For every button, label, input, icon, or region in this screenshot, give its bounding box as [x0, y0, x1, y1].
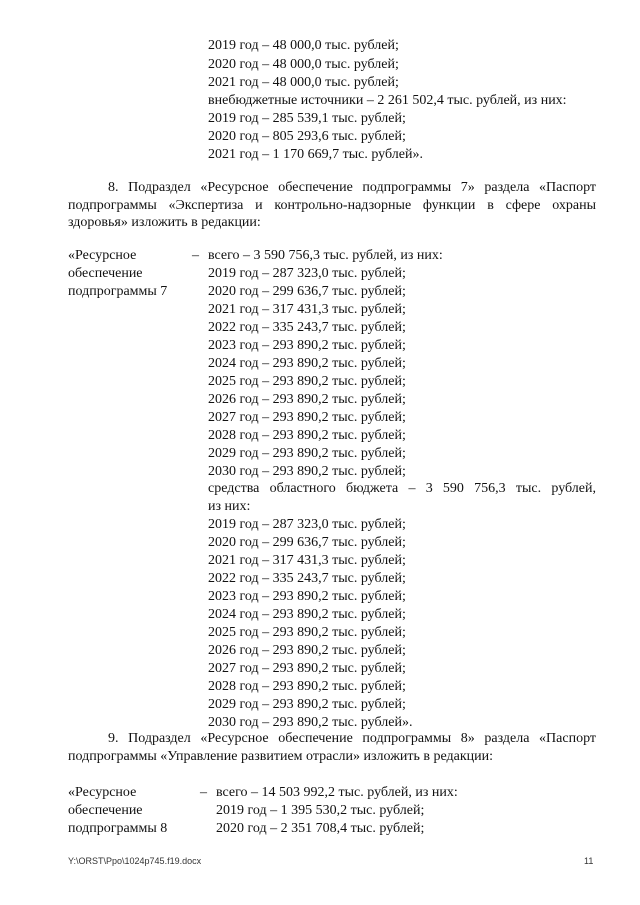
list-item: 2019 год – 285 539,1 тыс. рублей;	[208, 111, 406, 126]
list-item: 2030 год – 293 890,2 тыс. рублей».	[208, 715, 413, 730]
budget-heading	[208, 480, 596, 515]
block-dash: –	[200, 785, 207, 800]
list-item: 2022 год – 335 243,7 тыс. рублей;	[208, 320, 406, 335]
block-dash: –	[192, 248, 199, 263]
list-item: 2019 год – 48 000,0 тыс. рублей;	[208, 38, 399, 53]
list-item: 2021 год – 1 170 669,7 тыс. рублей».	[208, 147, 423, 162]
list-item: 2029 год – 293 890,2 тыс. рублей;	[208, 446, 406, 461]
block-label: обеспечение	[68, 266, 143, 281]
list-item: 2020 год – 48 000,0 тыс. рублей;	[208, 57, 399, 72]
list-item: 2022 год – 335 243,7 тыс. рублей;	[208, 571, 406, 586]
page-number: 11	[584, 856, 594, 866]
list-item: 2026 год – 293 890,2 тыс. рублей;	[208, 392, 406, 407]
list-item: 2026 год – 293 890,2 тыс. рублей;	[208, 643, 406, 658]
list-item: 2023 год – 293 890,2 тыс. рублей;	[208, 338, 406, 353]
list-item: 2028 год – 293 890,2 тыс. рублей;	[208, 428, 406, 443]
list-item: 2019 год – 1 395 530,2 тыс. рублей;	[216, 803, 425, 818]
list-item: 2030 год – 293 890,2 тыс. рублей;	[208, 464, 406, 479]
list-item: 2024 год – 293 890,2 тыс. рублей;	[208, 356, 406, 371]
block-label: «Ресурсное	[68, 785, 137, 800]
list-item: 2019 год – 287 323,0 тыс. рублей;	[208, 517, 406, 532]
list-item: внебюджетные источники – 2 261 502,4 тыс. рублей, из них:	[208, 93, 567, 108]
list-item: 2025 год – 293 890,2 тыс. рублей;	[208, 625, 406, 640]
list-item: 2020 год – 299 636,7 тыс. рублей;	[208, 284, 406, 299]
list-item: 2027 год – 293 890,2 тыс. рублей;	[208, 661, 406, 676]
paragraph-line: подпрограммы «Экспертиза и контрольно-надзорные функции в сфере охраны	[68, 197, 596, 213]
list-item: 2028 год – 293 890,2 тыс. рублей;	[208, 679, 406, 694]
list-item: 2021 год – 317 431,3 тыс. рублей;	[208, 553, 406, 568]
list-item: 2019 год – 287 323,0 тыс. рублей;	[208, 266, 406, 281]
paragraph-9	[68, 730, 596, 765]
paragraph-line: 8. Подраздел «Ресурсное обеспечение подпрограммы 7» раздела «Паспорт	[108, 180, 596, 195]
block-label: «Ресурсное	[68, 248, 137, 263]
list-item: всего – 3 590 756,3 тыс. рублей, из них:	[208, 248, 443, 263]
list-item: 2020 год – 2 351 708,4 тыс. рублей;	[216, 821, 425, 836]
block-label: подпрограммы 7	[68, 284, 168, 299]
list-item: 2024 год – 293 890,2 тыс. рублей;	[208, 607, 406, 622]
paragraph-line: здоровья» изложить в редакции:	[68, 215, 261, 230]
paragraph-line: средства областного бюджета – 3 590 756,3 тыс. рублей,	[208, 481, 596, 496]
footer-file-path: Y:\ORST\Ppo\1024p745.f19.docx	[68, 856, 202, 866]
list-item: 2021 год – 317 431,3 тыс. рублей;	[208, 302, 406, 317]
paragraph-line: из них:	[208, 498, 251, 514]
paragraph-8	[68, 179, 596, 232]
list-item: 2020 год – 299 636,7 тыс. рублей;	[208, 535, 406, 550]
list-item: 2027 год – 293 890,2 тыс. рублей;	[208, 410, 406, 425]
paragraph-line: подпрограммы «Управление развитием отрасли» изложить в редакции:	[68, 748, 494, 764]
paragraph-line: 9. Подраздел «Ресурсное обеспечение подпрограммы 8» раздела «Паспорт	[108, 731, 596, 746]
list-item: всего – 14 503 992,2 тыс. рублей, из них:	[216, 785, 458, 800]
list-item: 2020 год – 805 293,6 тыс. рублей;	[208, 129, 406, 144]
list-item: 2021 год – 48 000,0 тыс. рублей;	[208, 75, 399, 90]
list-item: 2029 год – 293 890,2 тыс. рублей;	[208, 697, 406, 712]
list-item: 2025 год – 293 890,2 тыс. рублей;	[208, 374, 406, 389]
block-label: подпрограммы 8	[68, 821, 168, 836]
block-label: обеспечение	[68, 803, 143, 818]
list-item: 2023 год – 293 890,2 тыс. рублей;	[208, 589, 406, 604]
